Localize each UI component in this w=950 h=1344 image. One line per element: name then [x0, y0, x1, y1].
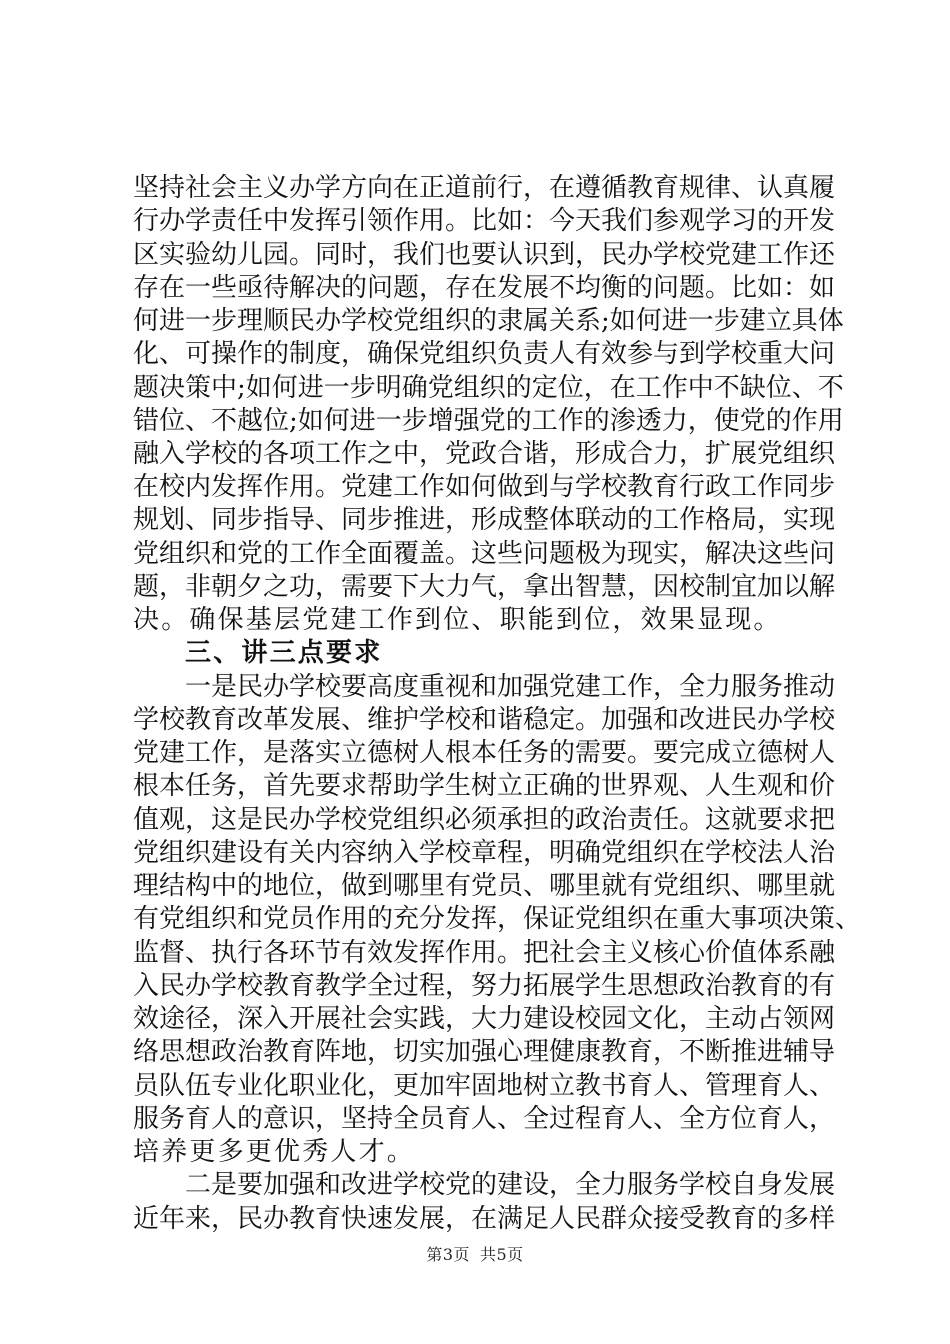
body-text-line: 题，非朝夕之功，需要下大力气，拿出智慧，因校制宜加以解: [133, 572, 836, 602]
body-text-line: 入民办学校教育教学全过程，努力拓展学生思想政治教育的有: [133, 971, 836, 1001]
body-text-line: 化、可操作的制度，确保党组织负责人有效参与到学校重大问: [133, 339, 836, 369]
body-text-line: 学校教育改革发展、维护学校和谐稳定。加强和改进民办学校: [133, 705, 836, 735]
body-text-line: 员队伍专业化职业化，更加牢固地树立教书育人、管理育人、: [133, 1071, 836, 1101]
body-text-line: 决。确保基层党建工作到位、职能到位，效果显现。: [133, 605, 782, 635]
body-text-line: 根本任务，首先要求帮助学生树立正确的世界观、人生观和价: [133, 771, 836, 801]
page-footer: [0, 1244, 950, 1266]
body-text-line: 党组织和党的工作全面覆盖。这些问题极为现实，解决这些问: [133, 539, 836, 569]
body-text-line: 党建工作，是落实立德树人根本任务的需要。要完成立德树人: [133, 738, 836, 768]
paragraph-first-line: 二是要加强和改进学校党的建设，全力服务学校自身发展: [185, 1170, 836, 1200]
body-text-line: 融入学校的各项工作之中，党政合谐，形成合力，扩展党组织: [133, 439, 836, 469]
body-text-line: 在校内发挥作用。党建工作如何做到与学校教育行政工作同步: [133, 472, 836, 502]
body-text-line: 络思想政治教育阵地，切实加强心理健康教育，不断推进辅导: [133, 1037, 836, 1067]
page-number: 第3页: [426, 1245, 470, 1264]
body-text-line: 效途径，深入开展社会实践，大力建设校园文化，主动占领网: [133, 1004, 836, 1034]
paragraph-first-line: 一是民办学校要高度重视和加强党建工作，全力服务推动: [185, 672, 836, 702]
body-text-line: 行办学责任中发挥引领作用。比如：今天我们参观学习的开发: [133, 206, 836, 236]
body-text-line: 理结构中的地位，做到哪里有党员、哪里就有党组织、哪里就: [133, 871, 836, 901]
body-text-line: 值观，这是民办学校党组织必须承担的政治责任。这就要求把: [133, 805, 836, 835]
body-text-line: 有党组织和党员作用的充分发挥，保证党组织在重大事项决策、: [133, 904, 862, 934]
body-text-line: 近年来，民办教育快速发展，在满足人民群众接受教育的多样: [133, 1204, 836, 1234]
body-text-line: 坚持社会主义办学方向在正道前行，在遵循教育规律、认真履: [133, 173, 836, 203]
body-text-line: 存在一些亟待解决的问题，存在发展不均衡的问题。比如：如: [133, 273, 836, 303]
body-text-line: 党组织建设有关内容纳入学校章程，明确党组织在学校法人治: [133, 838, 836, 868]
body-text-line: 区实验幼儿园。同时，我们也要认识到，民办学校党建工作还: [133, 240, 836, 270]
page-total: 共5页: [480, 1245, 524, 1264]
body-text-line: 监督、执行各环节有效发挥作用。把社会主义核心价值体系融: [133, 938, 836, 968]
body-text-line: 服务育人的意识，坚持全员育人、全过程育人、全方位育人，: [133, 1104, 836, 1134]
body-text-line: 何进一步理顺民办学校党组织的隶属关系;如何进一步建立具体: [133, 306, 844, 336]
section-heading: 三、讲三点要求: [185, 638, 383, 668]
body-text-line: 规划、同步指导、同步推进，形成整体联动的工作格局，实现: [133, 505, 836, 535]
body-text-line: 题决策中;如何进一步明确党组织的定位，在工作中不缺位、不: [133, 373, 844, 403]
body-text-line: 培养更多更优秀人才。: [133, 1137, 416, 1167]
body-text-line: 错位、不越位;如何进一步增强党的工作的渗透力，使党的作用: [133, 406, 844, 436]
